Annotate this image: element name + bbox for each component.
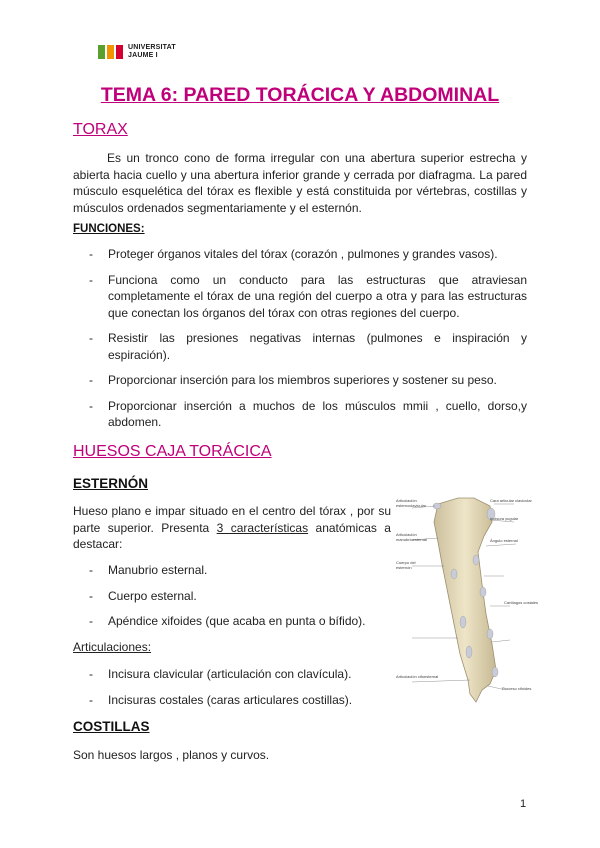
- funciones-list: [89, 246, 527, 431]
- figure-label: Articulación xifoesternal: [396, 674, 439, 679]
- figure-label: Cuerpo del esternón: [396, 560, 416, 570]
- esternon-heading: ESTERNÓN: [73, 476, 149, 491]
- list-item: - Incisura clavicular (articulación con clavícula).: [89, 667, 352, 681]
- list-item: - Funciona como un conducto para las estructuras que atraviesan completamente el tórax de una región del cuerpo a otra y para las estructuras que conectan los órganos del tórax con otras regiones del cuerpo.: [89, 272, 527, 320]
- section-heading-huesos: HUESOS CAJA TORÁCICA: [73, 443, 272, 460]
- list-item: - Resistir las presiones negativas internas (pulmones e inspiración y espiración).: [89, 331, 527, 362]
- sternum-illustration: [398, 494, 546, 706]
- funciones-heading: FUNCIONES:: [73, 223, 145, 235]
- figure-label: Cara articular clavicular: [490, 498, 532, 503]
- articulaciones-heading: Articulaciones:: [73, 640, 152, 654]
- list-item: - Proteger órganos vitales del tórax (corazón , pulmones y grandes vasos).: [89, 247, 498, 261]
- costillas-heading: COSTILLAS: [73, 719, 150, 734]
- costillas-text: Son huesos largos , planos y curvos.: [73, 748, 270, 762]
- list-item: - Cuerpo esternal.: [89, 588, 197, 603]
- esternon-features-list: [89, 562, 389, 630]
- figure-label: Proceso xifoides: [502, 686, 532, 691]
- list-item: - Apéndice xifoides (que acaba en punta o bífido).: [89, 614, 366, 628]
- articulaciones-list: [89, 666, 389, 708]
- list-item: - Manubrio esternal.: [89, 563, 208, 577]
- logo-text: UNIVERSITAT JAUME I: [128, 44, 176, 59]
- caracteristicas-link: 3 características: [216, 520, 309, 535]
- page-number: 1: [520, 798, 527, 810]
- page-title: TEMA 6: PARED TORÁCICA Y ABDOMINAL: [100, 84, 500, 106]
- esternon-intro: Hueso plano e impar situado en el centro del tórax , por su parte superior. Presenta 3 características anatómicas a destacar:: [73, 504, 391, 551]
- list-item: - Incisuras costales (caras articulares costillas).: [89, 692, 353, 707]
- uji-logo-icon: [98, 45, 123, 59]
- list-item: - Proporcionar inserción para los miembros superiores y sostener su peso.: [89, 373, 497, 387]
- list-item: - Proporcionar inserción a muchos de los músculos mmii , cuello, dorso,y abdomen.: [89, 398, 527, 429]
- section-heading-torax: TORAX: [73, 121, 128, 138]
- figure-label: Incisura yugular: [490, 516, 519, 521]
- figure-label: Articulación esternoclavicular: [396, 498, 427, 508]
- figure-label: Ángulo esternal: [490, 538, 518, 543]
- figure-label: Cartílagos costales: [504, 600, 539, 605]
- university-logo: [98, 44, 176, 60]
- figure-label: Articulación manubrioesternal: [396, 532, 427, 542]
- torax-intro-paragraph: Es un tronco cono de forma irregular con una abertura superior estrecha y abierta hacia cuello y una abertura inferior grande y cerrada por diafragma. La pared músculo esquelética del tórax es flexible y está constituida por vértebras, costillas y músculos ordenados segmentariamente y el esternón.: [73, 151, 527, 215]
